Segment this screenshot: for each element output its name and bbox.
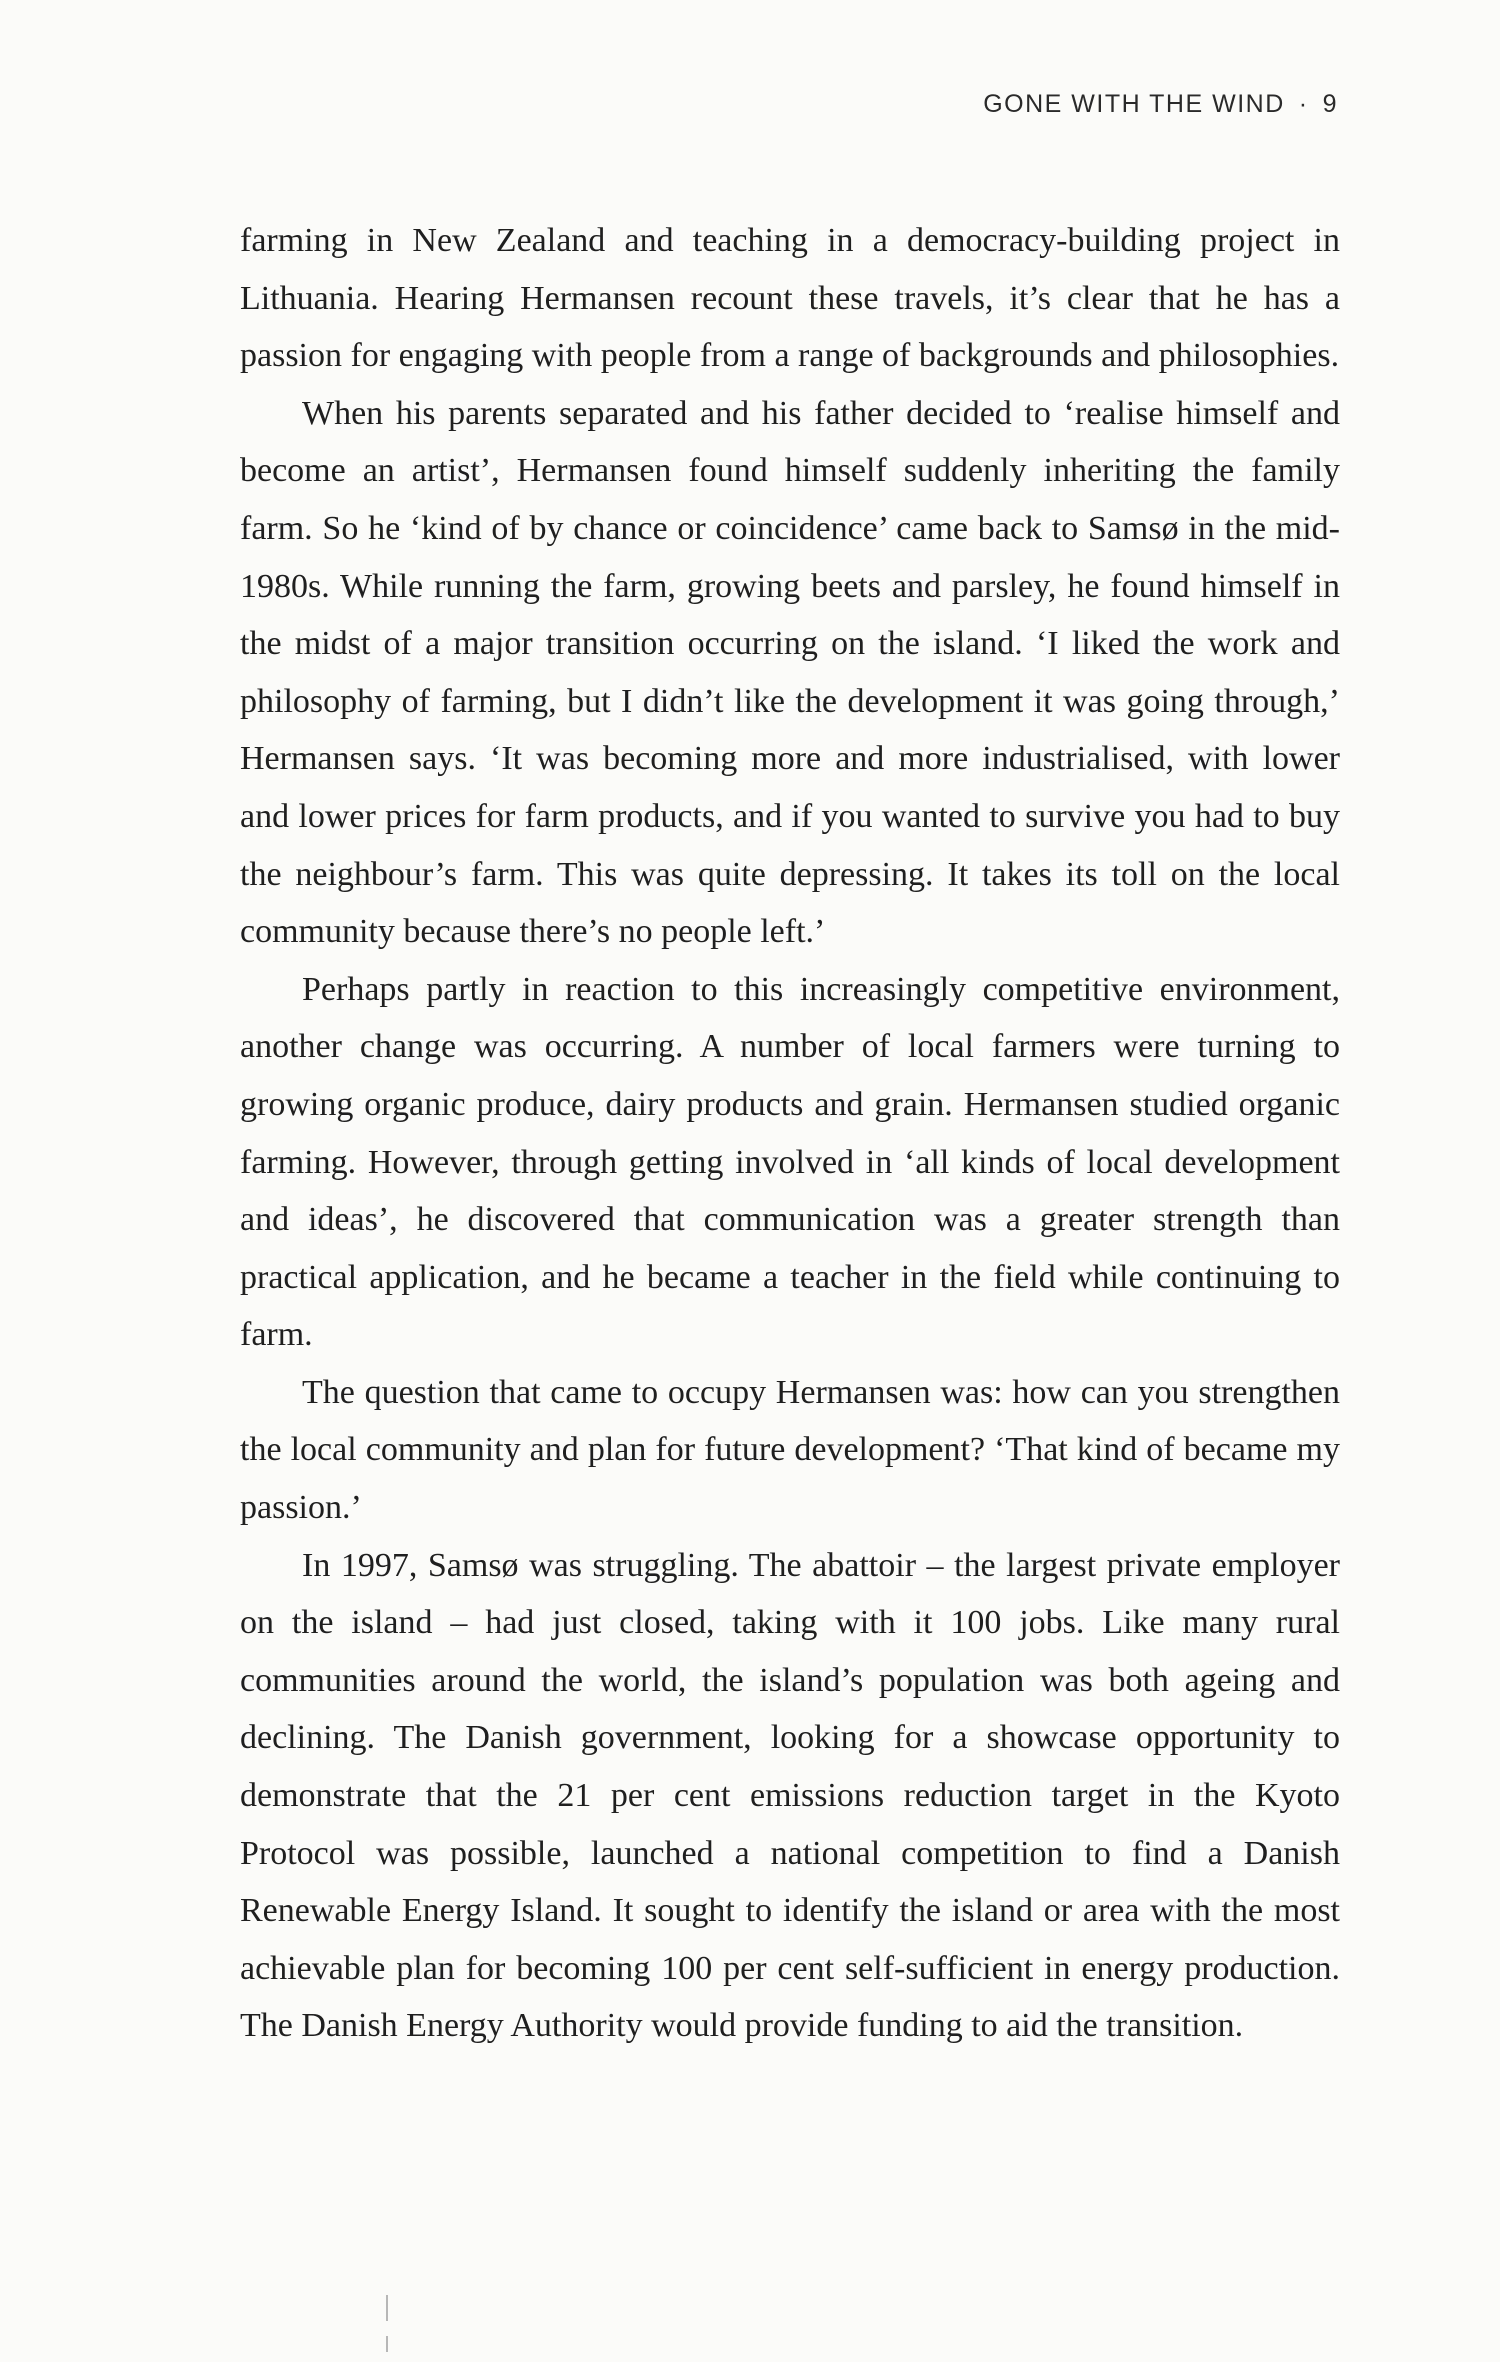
paragraph: The question that came to occupy Hermansen was: how can you strengthen the local community and plan for future development? ‘That kind of became my passion.’ (240, 1373, 1340, 1527)
paragraph: Perhaps partly in reaction to this increasingly competitive environment, another change was occurring. A number of local farmers were turning to growing organic produce, dairy products and grain. Hermansen studied organic farming. However, through getting involved in ‘all kinds of local development and ideas’, he discovered that communication was a greater strength than practical application, and he became a teacher in the field while continuing to farm. (240, 970, 1340, 1354)
scan-artifact-mark (386, 2295, 388, 2321)
paragraph-continued: farming in New Zealand and teaching in a democracy-building project in Lithuania. Hearing Hermansen recount these travels, it’s clear that he has a passion for engaging with people from a range of backgrounds and philosophies. (240, 222, 1340, 375)
paragraph: In 1997, Samsø was struggling. The abattoir – the largest private employer on the island – had just closed, taking with it 100 jobs. Like many rural communities around the world, the island’s population was both ageing and declining. The Danish government, looking for a showcase opportunity to demonstrate that the 21 per cent emissions reduction target in the Kyoto Protocol was possible, launched a national competition to find a Danish Renewable Energy Island. It sought to identify the island or area with the most achievable plan for becoming 100 per cent self-sufficient in energy production. The Danish Energy Authority would provide funding to aid the transition. (240, 1546, 1340, 2045)
paragraph: When his parents separated and his father decided to ‘realise himself and become an artist’, Hermansen found himself suddenly inheriting the family farm. So he ‘kind of by chance or coincidence’ came back to Samsø in the mid-1980s. While running the farm, growing beets and parsley, he found himself in the midst of a major transition occurring on the island. ‘I liked the work and philosophy of farming, but I didn’t like the development it was going through,’ Hermansen says. ‘It was becoming more and more industrialised, with lower and lower prices for farm products, and if you wanted to survive you had to buy the neighbour’s farm. This was quite depressing. It takes its toll on the local community because there’s no people left.’ (240, 394, 1340, 951)
running-header (983, 90, 1338, 119)
header-separator: · (1298, 90, 1309, 118)
chapter-title: GONE WITH THE WIND (983, 90, 1285, 118)
page-number: 9 (1322, 90, 1338, 118)
body-text (240, 212, 1340, 2055)
scan-artifact-mark (386, 2336, 388, 2352)
